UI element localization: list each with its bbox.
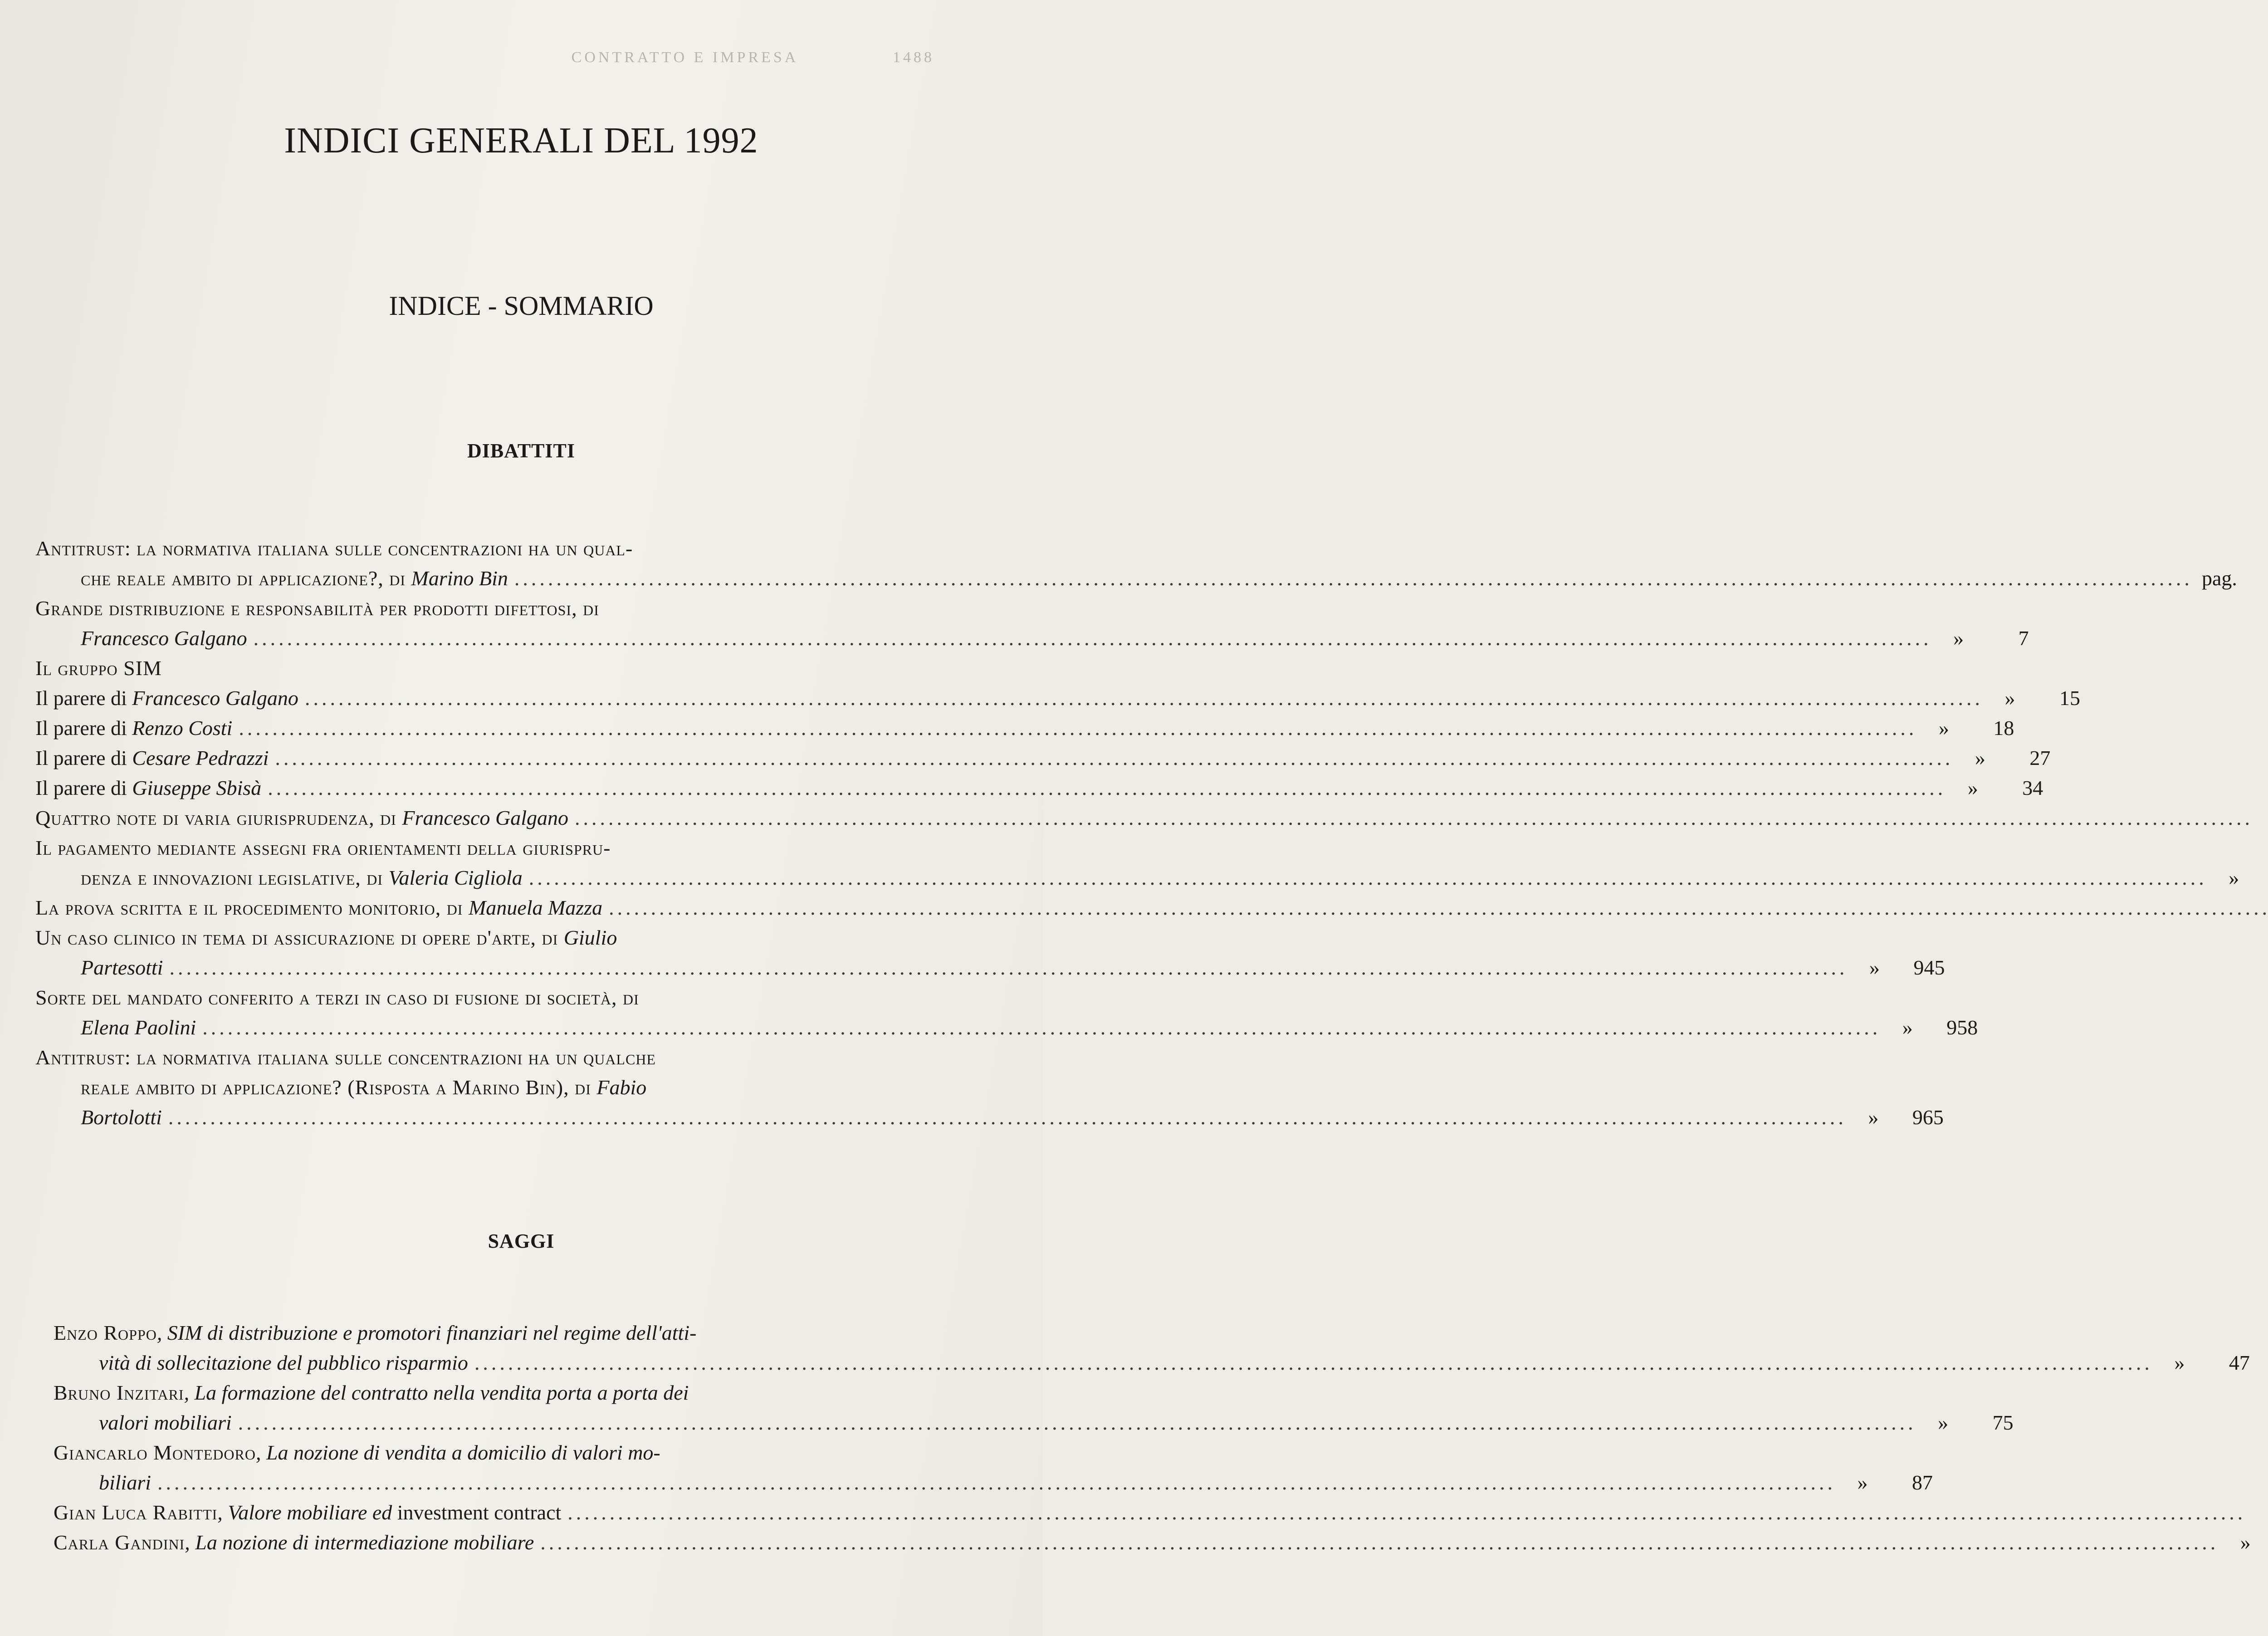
entry-line — [35, 1013, 1978, 1043]
entry-line — [35, 1043, 930, 1073]
entry-line — [35, 1073, 930, 1102]
index-entry — [35, 1043, 1944, 1132]
entry-text — [81, 623, 247, 653]
page-prefix: » — [1902, 1016, 1913, 1039]
entry-text — [35, 534, 633, 563]
page-prefix: » — [2229, 866, 2239, 889]
page-prefix — [2259, 803, 2268, 833]
page-prefix: » — [1869, 956, 1880, 979]
entry-work-roman: investment contract — [397, 1501, 562, 1524]
index-entry — [35, 923, 1945, 983]
page-prefix: » — [1938, 716, 1949, 740]
dibattiti-list — [35, 534, 2239, 1132]
entry-title: Un caso clinico in tema di assicurazione di opere d'arte, di — [35, 926, 564, 949]
entry-work: , La nozione di vendita a domicilio di valori mo- — [255, 1441, 660, 1464]
entry-work: , La nozione di intermediazione mobiliare — [185, 1531, 534, 1554]
page-prefix: » — [2004, 686, 2015, 710]
entry-author: Francesco Galgano — [81, 627, 247, 650]
entry-author: Carla Gandini — [54, 1531, 185, 1554]
dot-leader — [239, 713, 1917, 743]
entry-work: valori mobiliari — [99, 1411, 232, 1434]
index-entry — [35, 803, 930, 833]
entry-text — [35, 983, 639, 1013]
section-heading-dibattiti: DIBATTITI — [467, 440, 576, 462]
index-entry — [54, 1438, 1933, 1498]
page-subtitle: INDICE - SOMMARIO — [389, 291, 654, 321]
index-entry — [35, 773, 2043, 803]
index-entry — [35, 683, 2080, 713]
dot-leader — [157, 1468, 1836, 1498]
entry-text — [35, 923, 617, 953]
dot-leader — [474, 1348, 2153, 1378]
entry-line — [35, 623, 2029, 653]
index-entry — [54, 1378, 2014, 1438]
entry-title: reale ambito di applicazione? (Risposta a Marino Bin), di — [81, 1076, 597, 1099]
entry-title: Il gruppo SIM — [35, 656, 162, 680]
entry-title: denza e innovazioni legislative, di — [81, 866, 389, 889]
entry-text — [35, 773, 261, 803]
index-entry — [54, 1318, 2250, 1378]
dot-leader — [268, 773, 1946, 803]
dot-leader — [529, 863, 2207, 893]
entry-title: Il parere di — [35, 776, 132, 799]
page-prefix: » — [2240, 1531, 2251, 1554]
entry-text — [35, 833, 611, 863]
page-prefix: » — [1857, 1471, 1868, 1494]
entry-line — [54, 1348, 2250, 1378]
index-entry — [35, 593, 2029, 653]
page-number — [2266, 1528, 2268, 1558]
entry-work: , SIM di distribuzione e promotori finanziari nel regime dell'atti- — [156, 1321, 697, 1344]
entry-text — [35, 683, 298, 713]
index-entry — [35, 893, 930, 923]
entry-work: biliari — [99, 1471, 152, 1494]
page-prefix — [2252, 1498, 2268, 1528]
entry-text — [35, 803, 568, 833]
running-head — [345, 49, 1025, 66]
entry-line — [54, 1498, 930, 1528]
entry-author: Bruno Inzitari — [54, 1381, 184, 1404]
page-number: 34 — [2022, 776, 2043, 799]
entry-text — [35, 1043, 656, 1073]
index-entry — [54, 1498, 930, 1528]
entry-author: Partesotti — [81, 956, 163, 979]
index-entry — [35, 653, 930, 683]
page-number: 87 — [1912, 1471, 1933, 1494]
entry-text — [35, 593, 599, 623]
dot-leader — [168, 1102, 1847, 1132]
entry-line — [35, 773, 2043, 803]
entry-text — [81, 1073, 646, 1102]
page-number: 965 — [1912, 1106, 1944, 1129]
entry-line — [35, 803, 930, 833]
entry-text — [35, 743, 269, 773]
entry-author: Fabio — [596, 1076, 647, 1099]
entry-author: Gian Luca Rabitti — [54, 1501, 218, 1524]
page-number — [2254, 863, 2268, 893]
entry-title: Il pagamento mediante assegni fra orientamenti della giurispru- — [35, 836, 611, 859]
entry-author: Bortolotti — [81, 1106, 162, 1129]
page-number: 75 — [1992, 1411, 2014, 1434]
entry-line — [35, 593, 930, 623]
entry-title: Antitrust: la normativa italiana sulle concentrazioni ha un qualche — [35, 1046, 656, 1069]
saggi-list — [54, 1318, 2251, 1558]
page-prefix: » — [1953, 627, 1964, 650]
entry-title: Quattro note di varia giurisprudenza, di — [35, 806, 402, 829]
entry-title: Sorte del mandato conferito a terzi in caso di fusione di società, di — [35, 986, 639, 1009]
page-prefix: » — [2174, 1351, 2185, 1374]
entry-title: La prova scritta e il procedimento monitorio, di — [35, 896, 469, 919]
entry-title: Il parere di — [35, 686, 132, 710]
entry-text — [99, 1408, 232, 1438]
dot-leader — [609, 893, 2268, 923]
entry-author: Francesco Galgano — [402, 806, 568, 829]
entry-line — [54, 1318, 930, 1348]
index-entry — [35, 833, 2239, 893]
dot-leader — [575, 803, 2253, 833]
entry-line — [54, 1528, 2251, 1558]
entry-line — [35, 893, 930, 923]
entry-line — [54, 1378, 930, 1408]
entry-line — [35, 1102, 1944, 1132]
entry-text — [35, 653, 162, 683]
entry-line — [35, 563, 2237, 593]
entry-text — [81, 563, 508, 593]
index-entry — [35, 983, 1978, 1043]
entry-text — [81, 863, 523, 893]
entry-text — [81, 1102, 162, 1132]
entry-text — [54, 1438, 660, 1468]
index-entry — [35, 534, 2237, 593]
entry-line — [35, 653, 930, 683]
entry-text — [54, 1378, 689, 1408]
entry-author: Renzo Costi — [132, 716, 233, 740]
entry-author: Cesare Pedrazzi — [132, 746, 269, 769]
page-number: 15 — [2059, 686, 2080, 710]
entry-line — [35, 534, 930, 563]
entry-author: Elena Paolini — [81, 1016, 196, 1039]
entry-text — [54, 1318, 696, 1348]
page-number: 27 — [2029, 746, 2051, 769]
entry-author: Francesco Galgano — [132, 686, 298, 710]
entry-title: Il parere di — [35, 746, 132, 769]
entry-title: Grande distribuzione e responsabilità per prodotti difettosi, di — [35, 597, 599, 620]
running-head-number: 1488 — [893, 49, 934, 66]
dot-leader — [169, 953, 1848, 983]
entry-title: Antitrust: la normativa italiana sulle concentrazioni ha un qual- — [35, 537, 633, 560]
entry-line — [35, 833, 930, 863]
entry-line — [35, 953, 1945, 983]
page-prefix: » — [1967, 776, 1978, 799]
dot-leader — [275, 743, 1953, 773]
dot-leader — [514, 563, 2193, 593]
page-prefix: pag. — [2201, 567, 2237, 590]
dot-leader — [238, 1408, 1916, 1438]
entry-line — [35, 923, 930, 953]
entry-line — [35, 743, 2051, 773]
entry-author: Enzo Roppo — [54, 1321, 157, 1344]
dot-leader — [567, 1498, 2246, 1528]
page-prefix: » — [1868, 1106, 1879, 1129]
index-entry — [35, 743, 2051, 773]
entry-line — [54, 1408, 2014, 1438]
entry-work: , La formazione del contratto nella vendita porta a porta dei — [184, 1381, 689, 1404]
entry-title: Il parere di — [35, 716, 132, 740]
entry-text — [99, 1468, 151, 1498]
entry-line — [35, 983, 930, 1013]
dot-leader — [305, 683, 1983, 713]
entry-author: Valeria Cigliola — [388, 866, 523, 889]
dot-leader — [540, 1528, 2219, 1558]
entry-author: Giulio — [563, 926, 617, 949]
page-number — [2240, 563, 2268, 593]
entry-author: Giancarlo Montedoro — [54, 1441, 256, 1464]
entry-author: Marino Bin — [411, 567, 508, 590]
entry-line — [54, 1468, 1933, 1498]
entry-text — [99, 1348, 468, 1378]
entry-author: Giuseppe Sbisà — [132, 776, 262, 799]
page-number: 47 — [2229, 1351, 2250, 1374]
entry-text — [35, 713, 232, 743]
entry-text — [54, 1498, 561, 1528]
entry-line — [35, 863, 2239, 893]
entry-work: vità di sollecitazione del pubblico risparmio — [99, 1351, 468, 1374]
entry-line — [54, 1438, 930, 1468]
entry-line — [35, 683, 2080, 713]
entry-work: , Valore mobiliare ed — [217, 1501, 397, 1524]
page-number: 18 — [1993, 716, 2014, 740]
entry-author: Manuela Mazza — [468, 896, 603, 919]
page-number: 958 — [1946, 1016, 1978, 1039]
entry-text — [35, 893, 602, 923]
dot-leader — [202, 1013, 1881, 1043]
dot-leader — [254, 623, 1932, 653]
page-prefix: » — [1975, 746, 1985, 769]
entry-text — [81, 953, 163, 983]
running-head-text: CONTRATTO E IMPRESA — [571, 49, 799, 66]
page-title: INDICI GENERALI DEL 1992 — [284, 121, 758, 161]
index-entry — [35, 713, 2014, 743]
entry-title: che reale ambito di applicazione?, di — [81, 567, 411, 590]
entry-text — [81, 1013, 196, 1043]
page-number: 7 — [2018, 627, 2029, 650]
entry-text — [54, 1528, 534, 1558]
entry-line — [35, 713, 2014, 743]
index-entry — [54, 1528, 2251, 1558]
section-heading-saggi: SAGGI — [488, 1230, 555, 1252]
page-prefix: » — [1938, 1411, 1949, 1434]
page-number: 945 — [1913, 956, 1945, 979]
